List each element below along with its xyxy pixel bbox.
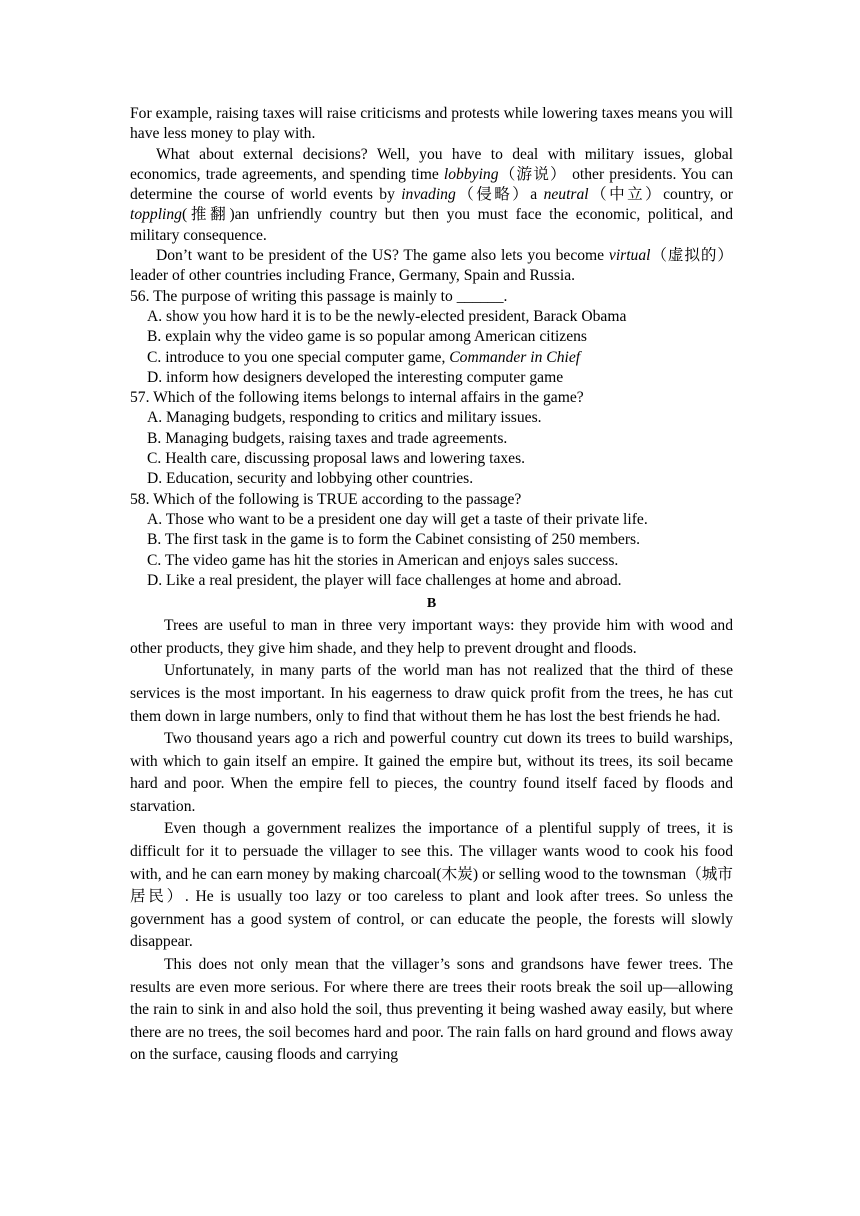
answer-option: A. Managing budgets, responding to critics and military issues. [147,409,542,427]
text-run: （中立）country, or [588,186,733,204]
italic-term: virtual [608,247,651,265]
question-stem: 57. Which of the following items belongs to internal affairs in the game? [130,389,584,407]
answer-option [130,348,733,368]
text-run: （侵略）a [455,186,544,204]
passage-b-paragraph: Two thousand years ago a rich and powerful country cut down its trees to build warships, with which to gain itself an empire. It gained the empire but, without its trees, its soil became hard and poor. When the empire fell to pieces, the country found itself faced by floods and starvation. [130,730,733,815]
answer-option: D. Education, security and lobbying other countries. [147,470,474,488]
passage-a-paragraph-3 [130,246,733,287]
answer-option: B. Managing budgets, raising taxes and trade agreements. [147,429,508,447]
answer-option: B. explain why the video game is so popular among American citizens [147,328,587,346]
text-run: Don’t want to be president of the US? The game also lets you become [156,247,609,265]
italic-term: neutral [543,186,589,204]
answer-option: A. show you how hard it is to be the newly-elected president, Barack Obama [147,307,627,325]
italic-term: toppling [130,206,182,224]
answer-option: D. inform how designers developed the interesting computer game [147,368,564,386]
question-stem: 56. The purpose of writing this passage is mainly to ______. [130,287,508,305]
text-run: C. introduce to you one special computer game, [147,348,450,366]
italic-term: Commander in Chief [449,348,581,366]
text-run: （虚拟的）leader of other countries including France, Germany, Spain and Russia. [130,247,733,285]
italic-term: lobbying [443,165,499,183]
document-body [130,104,733,1067]
answer-option: D. Like a real president, the player will face challenges at home and abroad. [147,571,622,589]
answer-option: C. Health care, discussing proposal laws and lowering taxes. [147,450,526,468]
section-heading: B [426,596,437,612]
passage-b-paragraph: Even though a government realizes the importance of a plentiful supply of trees, it is difficult for it to persuade the villager to see this. The villager wants wood to cook his food with, and he can earn money by making charcoal(木炭) or selling wood to the townsman（城市居民）. He is usually too lazy or too careless to plant and look after trees. So unless the government has a good system of control, or can educate the people, the forests will slowly disappear. [130,820,733,951]
text-run: What about external decisions? Well, you have to deal with military issues, global economics, trade agreements, and spending time [130,145,733,183]
answer-option: B. The first task in the game is to form the Cabinet consisting of 250 members. [147,531,640,549]
answer-option: A. Those who want to be a president one day will get a taste of their private life. [147,510,648,528]
passage-b-paragraph: Unfortunately, in many parts of the world man has not realized that the third of these services is the most important. In his eagerness to draw quick profit from the trees, he has cut them down in large numbers, only to find that without them he has lost the best friends he had. [130,662,733,725]
answer-option: C. The video game has hit the stories in American and enjoys sales success. [147,551,619,569]
passage-a-paragraph-1: For example, raising taxes will raise criticisms and protests while lowering taxes means you will have less money to play with. [130,105,733,143]
text-run: （游说） other presidents. You can determine the course of world events by [130,165,733,204]
text-run: (推翻)an unfriendly country but then you must face the economic, political, and military consequence. [130,206,733,244]
question-stem: 58. Which of the following is TRUE according to the passage? [130,490,522,508]
italic-term: invading [401,186,456,204]
passage-b-paragraph: This does not only mean that the villager’s sons and grandsons have fewer trees. The results are even more serious. For where there are trees their roots break the soil up—allowing the rain to sink in and also hold the soil, thus preventing it being washed away easily, but where there are no trees, the soil becomes hard and poor. The rain falls on hard ground and flows away on the surface, causing floods and carrying [130,956,733,1064]
passage-b-paragraph: Trees are useful to man in three very important ways: they provide him with wood and other products, they give him shade, and they help to prevent drought and floods. [130,617,733,657]
passage-a-paragraph-2 [130,145,733,246]
